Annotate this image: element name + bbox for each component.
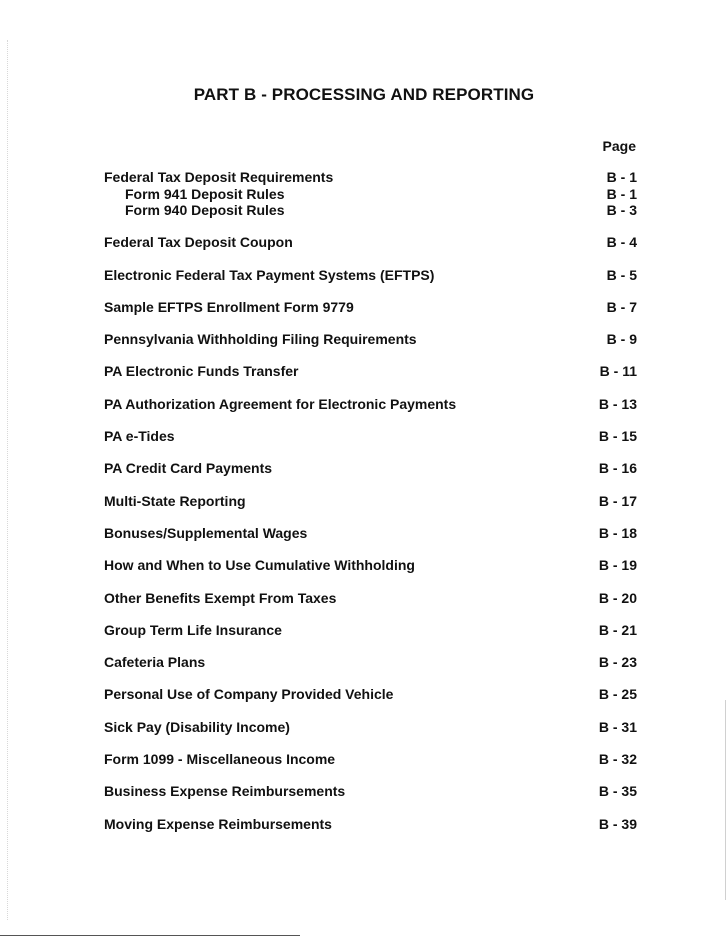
toc-entry <box>104 816 637 833</box>
toc-entry-label: Sick Pay (Disability Income) <box>104 718 290 735</box>
toc-entry-label: Multi-State Reporting <box>104 492 246 509</box>
toc-entry <box>104 525 637 542</box>
toc-subentry <box>104 186 637 203</box>
toc-entry-label: Form 940 Deposit Rules <box>125 202 285 218</box>
toc-entry <box>104 557 637 574</box>
toc-entry-page: B - 31 <box>598 718 637 735</box>
toc-entry <box>104 783 637 800</box>
toc-entry-page: B - 25 <box>598 686 637 703</box>
toc-entry-page: B - 23 <box>598 654 637 671</box>
toc-entry-label: Federal Tax Deposit Requirements <box>104 169 334 185</box>
toc-entry-page: B - 1 <box>606 185 637 202</box>
toc-entry-page: B - 21 <box>598 621 637 638</box>
toc-entry <box>104 267 637 284</box>
toc-entry-label: How and When to Use Cumulative Withholding <box>104 557 415 574</box>
toc-entry-label: Electronic Federal Tax Payment Systems (EFTPS) <box>104 266 435 283</box>
toc-entry-label: Group Term Life Insurance <box>104 621 282 638</box>
toc-entry-page: B - 9 <box>606 331 637 348</box>
toc-entry-page: B - 7 <box>606 298 637 315</box>
toc-entry <box>104 622 637 639</box>
toc-entry <box>104 169 637 186</box>
toc-entry-page: B - 19 <box>598 557 637 574</box>
toc-entry-label: PA Authorization Agreement for Electronic Payments <box>104 395 457 412</box>
page-title: PART B - PROCESSING AND REPORTING <box>193 85 535 104</box>
toc-entry-page: B - 3 <box>606 202 637 218</box>
toc-entry-label: Business Expense Reimbursements <box>104 783 346 800</box>
scan-edge-right <box>725 700 726 900</box>
toc-entry <box>104 331 637 348</box>
bottom-rule <box>0 935 300 936</box>
toc-entry-label: Cafeteria Plans <box>104 654 206 671</box>
toc-entry-label: PA Credit Card Payments <box>104 460 273 477</box>
toc-entry <box>104 686 637 703</box>
toc-entry-label: PA Electronic Funds Transfer <box>104 363 299 380</box>
toc-entry-page: B - 35 <box>598 783 637 800</box>
toc-entry-page: B - 1 <box>606 169 637 185</box>
table-of-contents <box>104 169 637 832</box>
toc-entry <box>104 363 637 380</box>
toc-entry-page: B - 32 <box>598 751 637 768</box>
toc-entry-page: B - 39 <box>598 815 637 832</box>
toc-entry-label: Federal Tax Deposit Coupon <box>104 234 293 251</box>
toc-entry-label: Sample EFTPS Enrollment Form 9779 <box>104 298 354 315</box>
toc-entry-label: Form 941 Deposit Rules <box>125 185 285 202</box>
toc-entry <box>104 590 637 607</box>
toc-entry-page: B - 13 <box>598 395 637 412</box>
toc-entry-page: B - 18 <box>598 524 637 541</box>
toc-entry-label: Bonuses/Supplemental Wages <box>104 524 308 541</box>
toc-entry-page: B - 11 <box>599 363 637 380</box>
toc-entry <box>104 234 637 251</box>
toc-entry-label: Personal Use of Company Provided Vehicle <box>104 686 394 703</box>
toc-entry <box>104 751 637 768</box>
toc-entry-label: Other Benefits Exempt From Taxes <box>104 589 337 606</box>
toc-entry-page: B - 17 <box>598 492 637 509</box>
toc-entry <box>104 654 637 671</box>
toc-entry-label: PA e-Tides <box>104 428 175 445</box>
toc-entry <box>104 396 637 413</box>
toc-entry <box>104 428 637 445</box>
toc-entry-page: B - 15 <box>598 428 637 445</box>
toc-entry-page: B - 5 <box>606 266 637 283</box>
toc-entry-page: B - 20 <box>598 589 637 606</box>
page-column-header: Page <box>602 138 636 154</box>
toc-entry-page: B - 4 <box>606 234 637 251</box>
toc-entry-label: Form 1099 - Miscellaneous Income <box>104 751 336 768</box>
toc-subentry <box>104 202 637 219</box>
toc-entry-label: Pennsylvania Withholding Filing Requirements <box>104 331 417 348</box>
toc-entry <box>104 299 637 316</box>
toc-entry <box>104 719 637 736</box>
scan-edge-left <box>7 40 8 920</box>
toc-entry <box>104 460 637 477</box>
toc-entry-page: B - 16 <box>598 460 637 477</box>
toc-entry-label: Moving Expense Reimbursements <box>104 815 332 832</box>
toc-entry <box>104 493 637 510</box>
